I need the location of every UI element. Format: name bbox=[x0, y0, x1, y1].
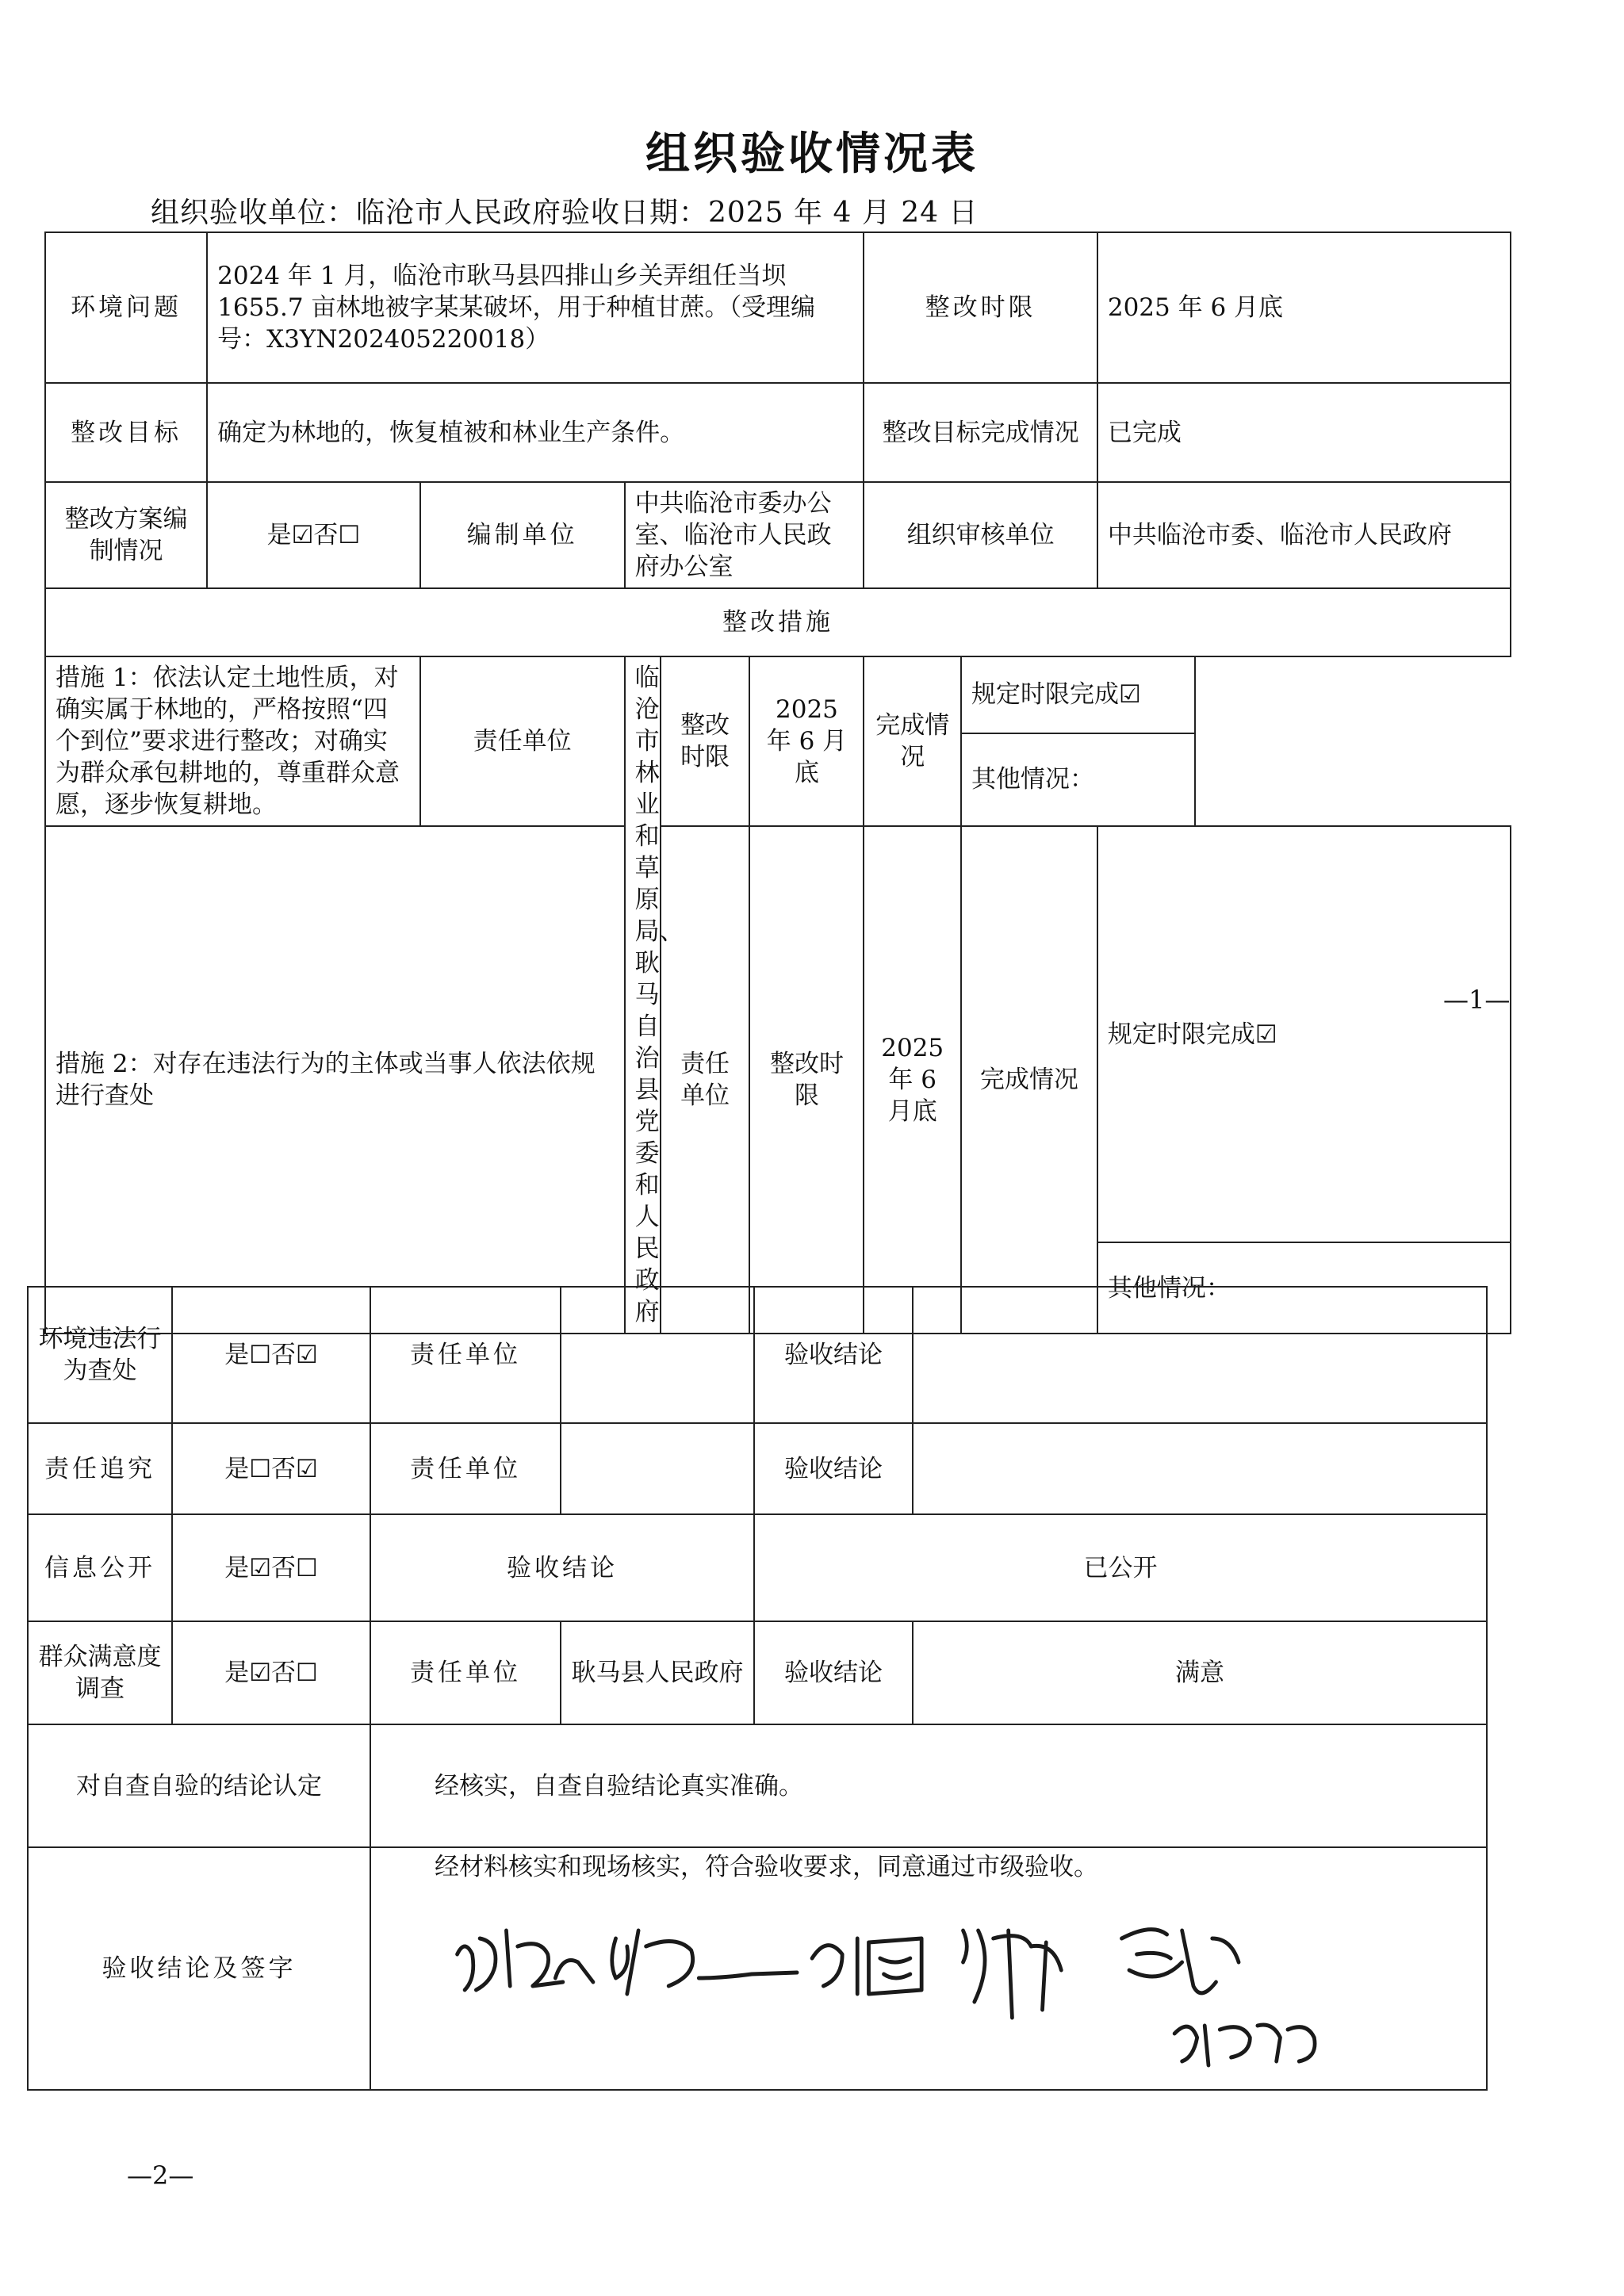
review-unit-label: 组织审核单位 bbox=[864, 482, 1097, 588]
survey-label: 群众满意度调查 bbox=[28, 1621, 172, 1724]
acceptance-info-line: 组织验收单位：临沧市人民政府验收日期：2025 年 4 月 24 日 bbox=[151, 197, 979, 229]
survey-conclusion-value: 满意 bbox=[913, 1621, 1487, 1724]
final-conclusion-label: 验收结论及签字 bbox=[28, 1847, 370, 2090]
disclosure-conclusion-label: 验收结论 bbox=[370, 1514, 754, 1621]
signatures-image bbox=[435, 1883, 1477, 2089]
responsible-unit-value: 临沧市林业和草原局、耿马自治县党委和人民政府 bbox=[625, 656, 661, 1334]
goal-label: 整改目标 bbox=[45, 383, 207, 482]
violation-conclusion-value bbox=[913, 1287, 1487, 1423]
measure-1-other: 其他情况： bbox=[961, 733, 1195, 826]
measure-1-deadline-label: 整改时限 bbox=[661, 656, 750, 826]
measure-1-ontime: 规定时限完成☑ bbox=[961, 656, 1195, 733]
self-check-value: 经核实，自查自验结论真实准确。 bbox=[370, 1724, 1487, 1847]
disclosure-label: 信息公开 bbox=[28, 1514, 172, 1621]
measure-2-unit-label: 责任单位 bbox=[661, 826, 750, 1334]
review-unit-value: 中共临沧市委、临沧市人民政府 bbox=[1097, 482, 1511, 588]
plan-label: 整改方案编制情况 bbox=[45, 482, 207, 588]
violation-unit-label: 责任单位 bbox=[370, 1287, 561, 1423]
acceptance-table-page2 bbox=[27, 1286, 1488, 2091]
measure-1-status-label: 完成情况 bbox=[864, 656, 960, 826]
accountability-unit-label: 责任单位 bbox=[370, 1423, 561, 1514]
acceptance-table-page1 bbox=[44, 232, 1511, 1334]
accountability-conclusion-label: 验收结论 bbox=[754, 1423, 913, 1514]
measure-2-status-label: 完成情况 bbox=[961, 826, 1097, 1334]
accountability-conclusion-value bbox=[913, 1423, 1487, 1514]
measure-2-text: 措施 2：对存在违法行为的主体或当事人依法依规进行查处 bbox=[45, 826, 625, 1334]
violation-label: 环境违法行为查处 bbox=[28, 1287, 172, 1423]
plan-choice: 是☑否☐ bbox=[207, 482, 420, 588]
accountability-label: 责任追究 bbox=[28, 1423, 172, 1514]
final-conclusion-cell bbox=[370, 1847, 1487, 2090]
goal-status-value: 已完成 bbox=[1097, 383, 1511, 482]
survey-conclusion-label: 验收结论 bbox=[754, 1621, 913, 1724]
compile-unit-label: 编制单位 bbox=[420, 482, 625, 588]
deadline-label: 整改时限 bbox=[864, 232, 1097, 383]
page-number-2: —2— bbox=[127, 2160, 194, 2191]
violation-unit-value bbox=[561, 1287, 754, 1423]
measure-2-ontime: 规定时限完成☑ bbox=[1097, 826, 1511, 1242]
measure-2-deadline-label: 整改时限 bbox=[749, 826, 864, 1334]
violation-conclusion-label: 验收结论 bbox=[754, 1287, 913, 1423]
compile-unit-value: 中共临沧市委办公室、临沧市人民政府办公室 bbox=[625, 482, 864, 588]
survey-unit-value: 耿马县人民政府 bbox=[561, 1621, 754, 1724]
deadline-value: 2025 年 6 月底 bbox=[1097, 232, 1511, 383]
goal-text: 确定为林地的，恢复植被和林业生产条件。 bbox=[207, 383, 864, 482]
env-issue-label: 环境问题 bbox=[45, 232, 207, 383]
accountability-unit-value bbox=[561, 1423, 754, 1514]
accountability-choice: 是☐否☑ bbox=[172, 1423, 370, 1514]
survey-choice: 是☑否☐ bbox=[172, 1621, 370, 1724]
final-conclusion-value: 经材料核实和现场核实，符合验收要求，同意通过市级验收。 bbox=[435, 1853, 1098, 1881]
violation-choice: 是☐否☑ bbox=[172, 1287, 370, 1423]
env-issue-text: 2024 年 1 月，临沧市耿马县四排山乡关弄组任当坝1655.7 亩林地被字某某破坏，用于种植甘蔗。（受理编号：X3YN202405220018） bbox=[207, 232, 864, 383]
goal-status-label: 整改目标完成情况 bbox=[864, 383, 1097, 482]
measure-2-deadline: 2025 年 6 月底 bbox=[864, 826, 960, 1334]
measure-2-other: 其他情况： bbox=[1097, 1242, 1511, 1334]
page-number-1: —1— bbox=[1443, 985, 1511, 1015]
disclosure-conclusion-value: 已公开 bbox=[754, 1514, 1487, 1621]
page-title: 组织验收情况表 bbox=[645, 128, 979, 180]
measure-1-unit-label: 责任单位 bbox=[420, 656, 625, 826]
survey-unit-label: 责任单位 bbox=[370, 1621, 561, 1724]
measure-1-text: 措施 1：依法认定土地性质，对确实属于林地的，严格按照“四个到位”要求进行整改；对确实为群众承包耕地的，尊重群众意愿，逐步恢复耕地。 bbox=[45, 656, 420, 826]
disclosure-choice: 是☑否☐ bbox=[172, 1514, 370, 1621]
measures-header: 整改措施 bbox=[45, 588, 1511, 656]
measure-1-deadline: 2025 年 6 月底 bbox=[749, 656, 864, 826]
self-check-label: 对自查自验的结论认定 bbox=[28, 1724, 370, 1847]
